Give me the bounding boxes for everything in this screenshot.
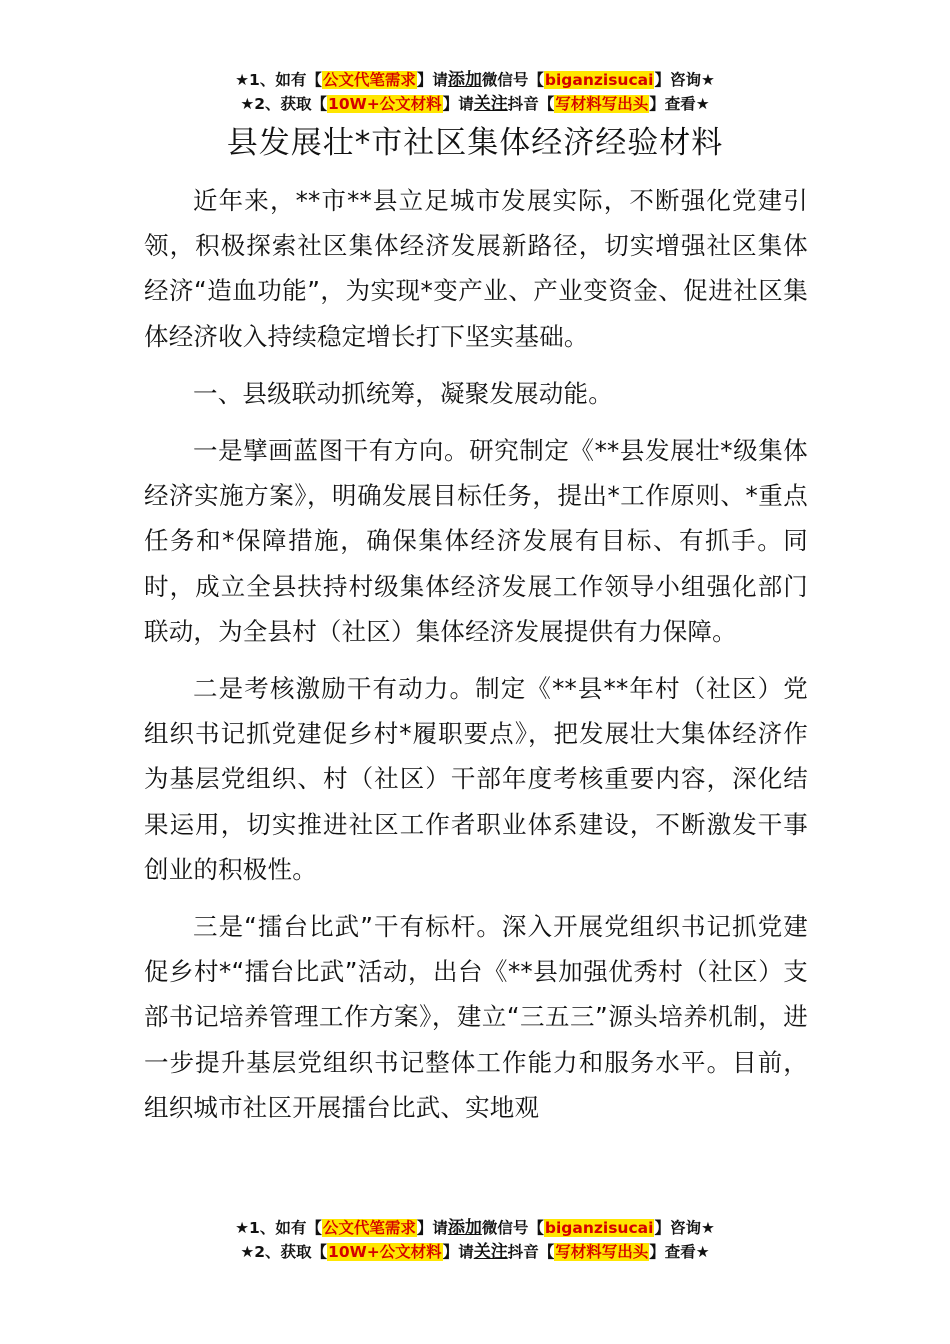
- banner-douyin-id: 写材料写出头: [555, 95, 649, 113]
- document-body: [144, 178, 808, 1142]
- banner-emphasis: 关注: [473, 1242, 508, 1262]
- banner-line-1: [0, 68, 950, 92]
- banner-text: ★2、获取【: [240, 95, 328, 113]
- banner-text: 微信号【: [481, 71, 544, 89]
- banner-text: 抖音【: [507, 1243, 555, 1261]
- banner-emphasis: 添加: [447, 1218, 482, 1238]
- paragraph: 一是擘画蓝图干有方向。研究制定《**县发展壮*级集体经济实施方案》，明确发展目标任务，提出*工作原则、*重点任务和*保障措施，确保集体经济发展有目标、有抓手。同时，成立全县扶持村级集体经济发展工作领导小组强化部门联动，为全县村（社区）集体经济发展提供有力保障。: [144, 436, 808, 646]
- banner-text: ★1、如有【: [235, 71, 322, 89]
- paragraph: 二是考核激励干有动力。制定《**县**年村（社区）党组织书记抓党建促乡村*履职要点》，把发展壮大集体经济作为基层党组织、村（社区）干部年度考核重要内容，深化结果运用，切实推进社区工作者职业体系建设，不断激发干事创业的积极性。: [144, 674, 808, 884]
- banner-text: 微信号【: [481, 1219, 544, 1237]
- banner-highlight: 10W+公文材料: [328, 1243, 442, 1261]
- banner-text: 抖音【: [507, 95, 555, 113]
- banner-line-2: [0, 1240, 950, 1264]
- banner-emphasis: 关注: [473, 94, 508, 114]
- banner-wechat-id: biganzisucai: [544, 71, 654, 89]
- paragraph: 三是“擂台比武”干有标杆。深入开展党组织书记抓党建促乡村*“擂台比武”活动，出台《**县加强优秀村（社区）支部书记培养管理工作方案》，建立“三五三”源头培养机制，进一步提升基层党组织书记整体工作能力和服务水平。目前，组织城市社区开展擂台比武、实地观: [144, 912, 808, 1122]
- banner-text: 】查看★: [649, 1243, 710, 1261]
- document-title: 县发展壮*市社区集体经济经验材料: [226, 125, 724, 161]
- banner-douyin-id: 写材料写出头: [555, 1243, 649, 1261]
- banner-highlight: 公文代笔需求: [322, 1219, 416, 1237]
- banner-highlight: 公文代笔需求: [322, 71, 416, 89]
- header-banner: [0, 68, 950, 116]
- banner-line-2: [0, 92, 950, 116]
- footer-banner: [0, 1216, 950, 1264]
- banner-text: 】咨询★: [654, 1219, 715, 1237]
- banner-text: 】请: [416, 71, 448, 89]
- banner-text: ★2、获取【: [240, 1243, 328, 1261]
- banner-text: 】请: [416, 1219, 448, 1237]
- banner-text: 】请: [442, 95, 474, 113]
- section-heading: 一、县级联动抓统筹，凝聚发展动能。: [193, 378, 613, 408]
- paragraph-intro: 近年来，**市**县立足城市发展实际，不断强化党建引领，积极探索社区集体经济发展新路径，切实增强社区集体经济“造血功能”，为实现*变产业、产业变资金、促进社区集体经济收入持续稳定增长打下坚实基础。: [144, 186, 808, 351]
- banner-emphasis: 添加: [447, 70, 482, 90]
- banner-wechat-id: biganzisucai: [544, 1219, 654, 1237]
- banner-text: 】咨询★: [654, 71, 715, 89]
- banner-text: 】查看★: [649, 95, 710, 113]
- banner-text: ★1、如有【: [235, 1219, 322, 1237]
- banner-line-1: [0, 1216, 950, 1240]
- banner-text: 】请: [442, 1243, 474, 1261]
- banner-highlight: 10W+公文材料: [328, 95, 442, 113]
